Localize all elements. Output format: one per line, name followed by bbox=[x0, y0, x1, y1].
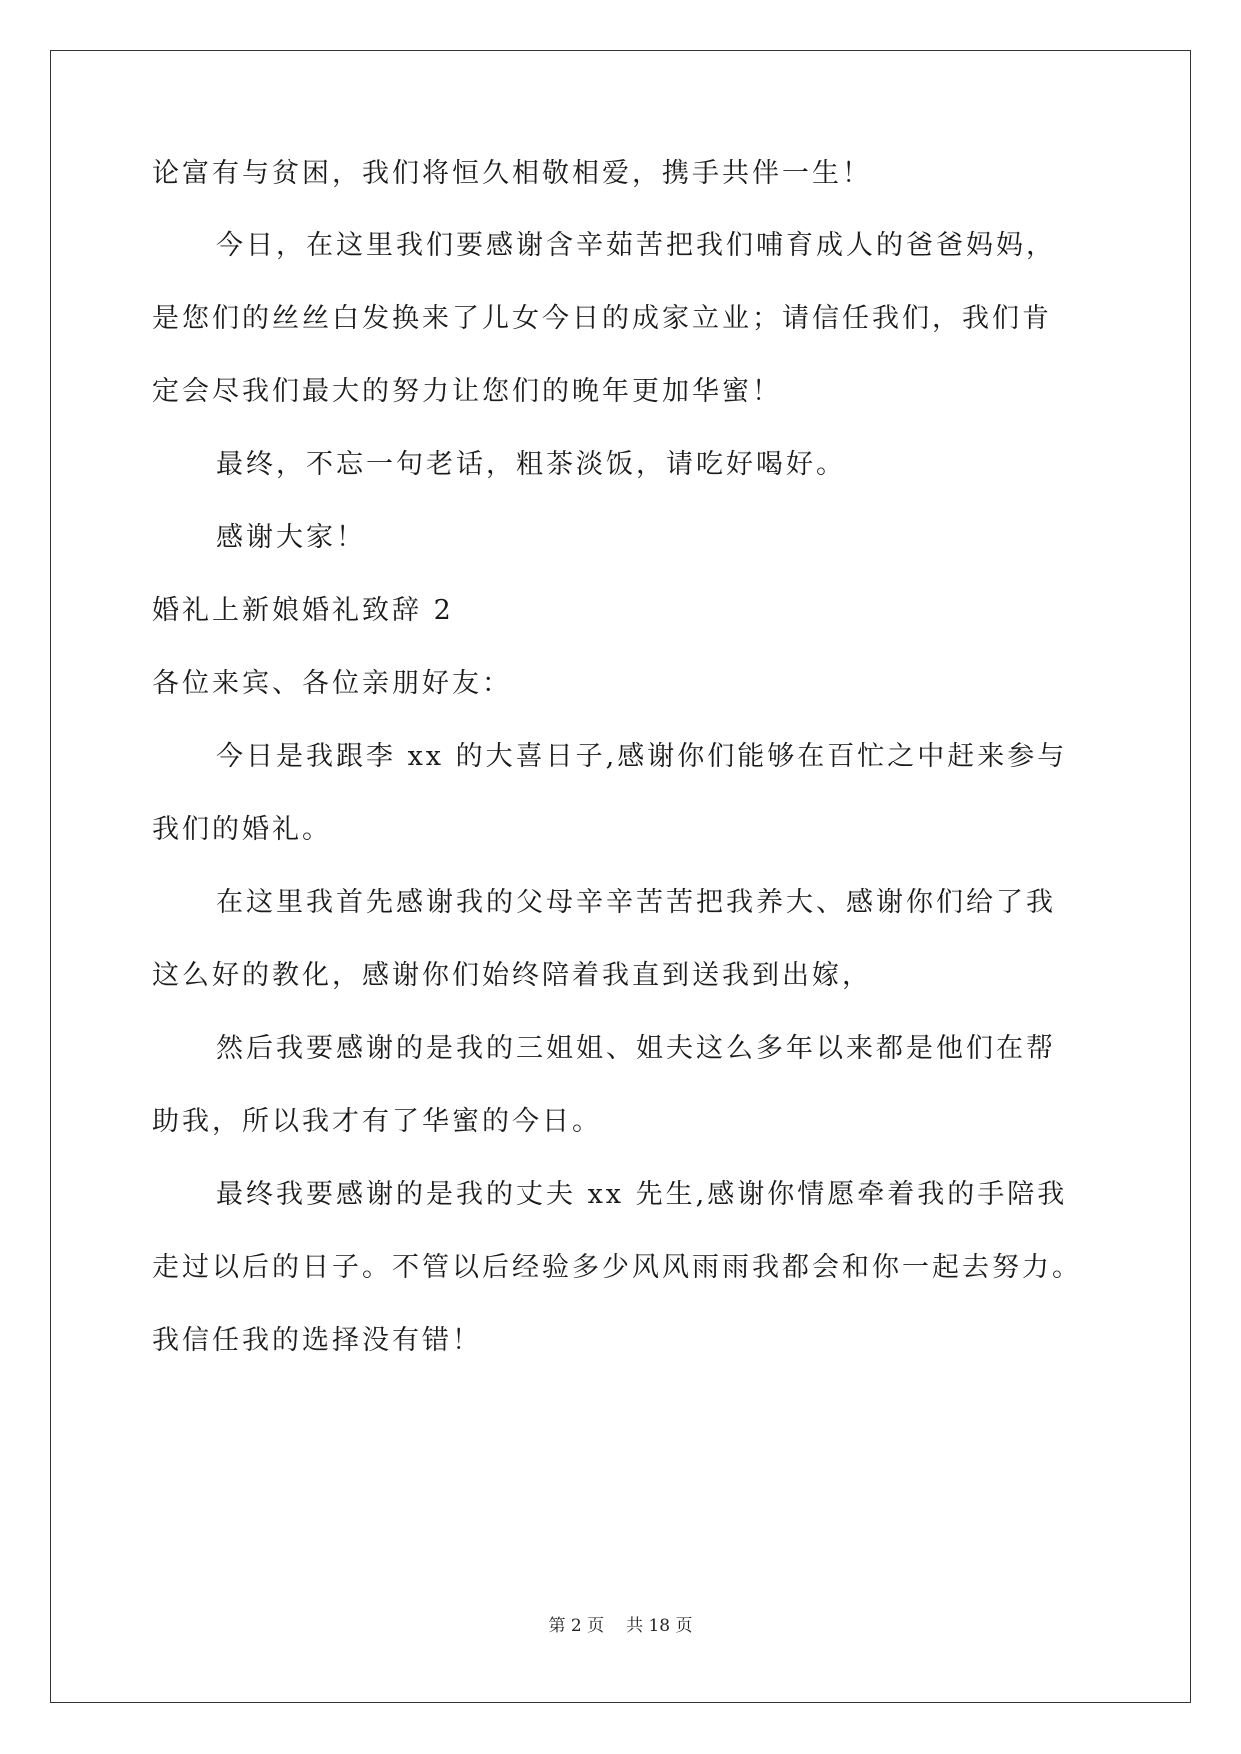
page-footer bbox=[0, 1611, 1241, 1636]
text-line: 我们的婚礼。 bbox=[152, 814, 332, 845]
text-line: 论富有与贫困，我们将恒久相敬相爱，携手共伴一生！ bbox=[152, 158, 872, 189]
text-line: 今日，在这里我们要感谢含辛茹苦把我们哺育成人的爸爸妈妈， bbox=[216, 230, 1056, 261]
text-line: 最终，不忘一句老话，粗茶淡饭，请吃好喝好。 bbox=[216, 449, 846, 480]
section-heading: 婚礼上新娘婚礼致辞 2 bbox=[152, 595, 454, 626]
text-line: 这么好的教化，感谢你们始终陪着我直到送我到出嫁， bbox=[152, 960, 872, 991]
salutation: 各位来宾、各位亲朋好友： bbox=[152, 668, 512, 699]
page-border bbox=[50, 50, 1191, 1703]
text-line: 在这里我首先感谢我的父母辛辛苦苦把我养大、感谢你们给了我 bbox=[216, 887, 1056, 918]
text-line: 我信任我的选择没有错！ bbox=[152, 1325, 482, 1356]
text-line: 今日是我跟李 xx 的大喜日子,感谢你们能够在百忙之中赶来参与 bbox=[216, 741, 1068, 772]
text-line: 定会尽我们最大的努力让您们的晚年更加华蜜！ bbox=[152, 376, 782, 407]
text-line: 助我，所以我才有了华蜜的今日。 bbox=[152, 1106, 602, 1137]
text-line: 走过以后的日子。不管以后经验多少风风雨雨我都会和你一起去努力。 bbox=[152, 1252, 1082, 1283]
text-line: 是您们的丝丝白发换来了儿女今日的成家立业；请信任我们，我们肯 bbox=[152, 303, 1052, 334]
page-number: 第 2 页 bbox=[548, 1616, 605, 1636]
page-total: 共 18 页 bbox=[626, 1616, 693, 1636]
text-line: 感谢大家！ bbox=[216, 522, 366, 553]
text-line: 最终我要感谢的是我的丈夫 xx 先生,感谢你情愿牵着我的手陪我 bbox=[216, 1179, 1068, 1210]
text-line: 然后我要感谢的是我的三姐姐、姐夫这么多年以来都是他们在帮 bbox=[216, 1033, 1056, 1064]
